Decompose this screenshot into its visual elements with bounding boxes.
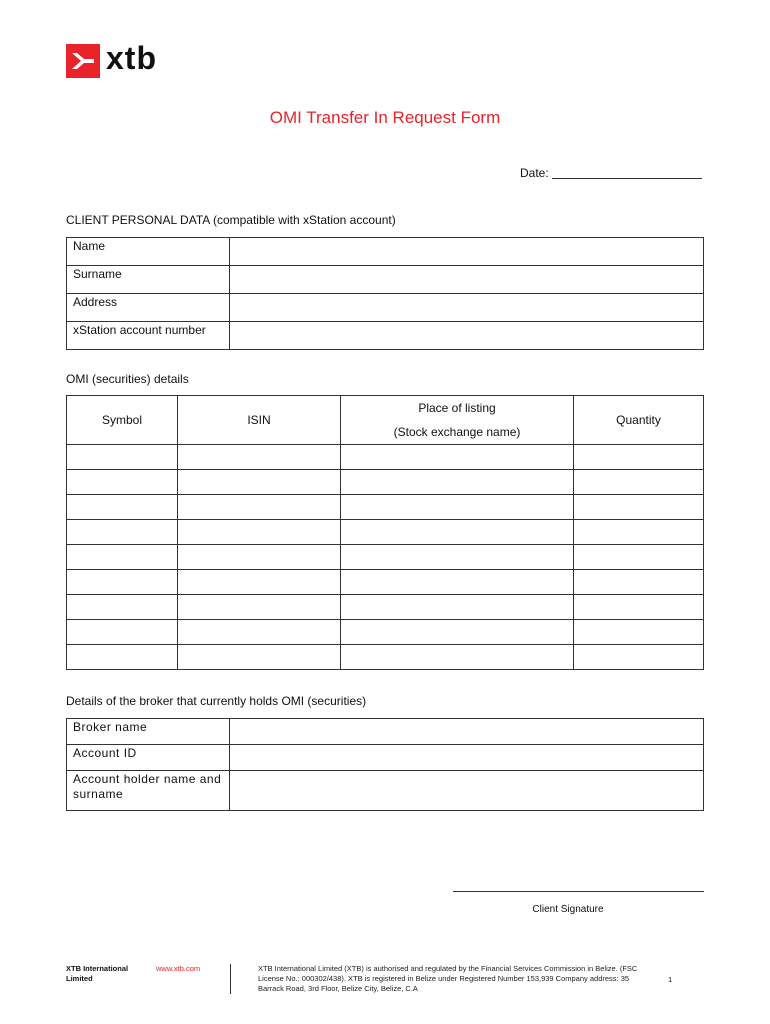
place-cell[interactable] — [341, 570, 574, 595]
xstation-account-field[interactable] — [230, 322, 704, 350]
table-row — [67, 238, 704, 266]
quantity-cell[interactable] — [574, 620, 704, 645]
footer-website-link[interactable]: www.xtb.com — [156, 964, 201, 973]
page-number: 1 — [668, 975, 673, 984]
table-row — [67, 445, 704, 470]
table-row — [67, 570, 704, 595]
symbol-cell[interactable] — [67, 495, 178, 520]
quantity-cell[interactable] — [574, 645, 704, 670]
table-row — [67, 520, 704, 545]
place-cell[interactable] — [341, 620, 574, 645]
symbol-cell[interactable] — [67, 595, 178, 620]
quantity-cell[interactable] — [574, 570, 704, 595]
broker-row-label: Account holder name and surname — [67, 771, 230, 811]
xtb-logo-text: xtb — [106, 40, 157, 76]
client-row-label: Surname — [67, 266, 230, 294]
table-row — [67, 745, 704, 771]
table-header-row — [67, 396, 704, 445]
quantity-cell[interactable] — [574, 495, 704, 520]
col-place-line2: (Stock exchange name) — [393, 425, 521, 439]
symbol-cell[interactable] — [67, 520, 178, 545]
col-symbol: Symbol — [67, 396, 178, 445]
table-row — [67, 470, 704, 495]
client-row-label: Address — [67, 294, 230, 322]
client-heading-bold: CLIENT PERSONAL DATA — [66, 213, 210, 227]
table-row — [67, 495, 704, 520]
col-quantity: Quantity — [574, 396, 704, 445]
symbol-cell[interactable] — [67, 545, 178, 570]
table-row — [67, 645, 704, 670]
quantity-cell[interactable] — [574, 595, 704, 620]
col-place-line1: Place of listing — [418, 401, 496, 415]
footer-divider — [230, 964, 231, 994]
table-row — [67, 322, 704, 350]
client-data-table — [66, 237, 704, 350]
client-row-label: xStation account number — [67, 322, 230, 350]
address-field[interactable] — [230, 294, 704, 322]
place-cell[interactable] — [341, 520, 574, 545]
isin-cell[interactable] — [178, 570, 341, 595]
quantity-cell[interactable] — [574, 520, 704, 545]
quantity-cell[interactable] — [574, 470, 704, 495]
table-row — [67, 266, 704, 294]
symbol-cell[interactable] — [67, 645, 178, 670]
name-field[interactable] — [230, 238, 704, 266]
broker-details-table — [66, 718, 704, 811]
date-field[interactable] — [552, 178, 702, 179]
form-title: OMI Transfer In Request Form — [269, 108, 501, 127]
broker-row-label: Broker name — [67, 719, 230, 745]
col-place-of-listing — [341, 396, 574, 445]
omi-details-table — [66, 395, 704, 670]
isin-cell[interactable] — [178, 495, 341, 520]
isin-cell[interactable] — [178, 645, 341, 670]
date-label: Date: — [520, 166, 549, 180]
footer-company: XTB International Limited — [66, 964, 129, 983]
place-cell[interactable] — [341, 545, 574, 570]
xtb-logo-mark — [66, 44, 100, 78]
table-row — [67, 294, 704, 322]
broker-name-field[interactable] — [230, 719, 704, 745]
col-isin: ISIN — [178, 396, 341, 445]
table-row — [67, 719, 704, 745]
table-row — [67, 620, 704, 645]
quantity-cell[interactable] — [574, 445, 704, 470]
place-cell[interactable] — [341, 495, 574, 520]
account-id-field[interactable] — [230, 745, 704, 771]
isin-cell[interactable] — [178, 445, 341, 470]
isin-cell[interactable] — [178, 520, 341, 545]
isin-cell[interactable] — [178, 595, 341, 620]
place-cell[interactable] — [341, 595, 574, 620]
place-cell[interactable] — [341, 645, 574, 670]
symbol-cell[interactable] — [67, 445, 178, 470]
symbol-cell[interactable] — [67, 570, 178, 595]
symbol-cell[interactable] — [67, 470, 178, 495]
place-cell[interactable] — [341, 470, 574, 495]
date-row — [520, 166, 702, 180]
table-row — [67, 595, 704, 620]
surname-field[interactable] — [230, 266, 704, 294]
isin-cell[interactable] — [178, 470, 341, 495]
client-section-heading — [66, 213, 396, 227]
account-holder-field[interactable] — [230, 771, 704, 811]
omi-section-heading: OMI (securities) details — [66, 372, 189, 386]
broker-section-heading: Details of the broker that currently holds OMI (securities) — [66, 694, 367, 708]
isin-cell[interactable] — [178, 545, 341, 570]
client-heading-rest: (compatible with xStation account) — [209, 213, 396, 227]
signature-label: Client Signature — [532, 904, 604, 915]
broker-row-label: Account ID — [67, 745, 230, 771]
footer-legal-text: XTB International Limited (XTB) is authorised and regulated by the Financial Services Commission in Belize. (FSC License No.: 000302/438). XTB is registered in Belize under Registered Number 153,939 Company address: 35 Barrack Road, 3rd Floor, Belize City, Belize, C.A — [258, 964, 638, 993]
client-row-label: Name — [67, 238, 230, 266]
symbol-cell[interactable] — [67, 620, 178, 645]
isin-cell[interactable] — [178, 620, 341, 645]
place-cell[interactable] — [341, 445, 574, 470]
table-row — [67, 771, 704, 811]
signature-line[interactable] — [453, 891, 704, 892]
quantity-cell[interactable] — [574, 545, 704, 570]
table-row — [67, 545, 704, 570]
